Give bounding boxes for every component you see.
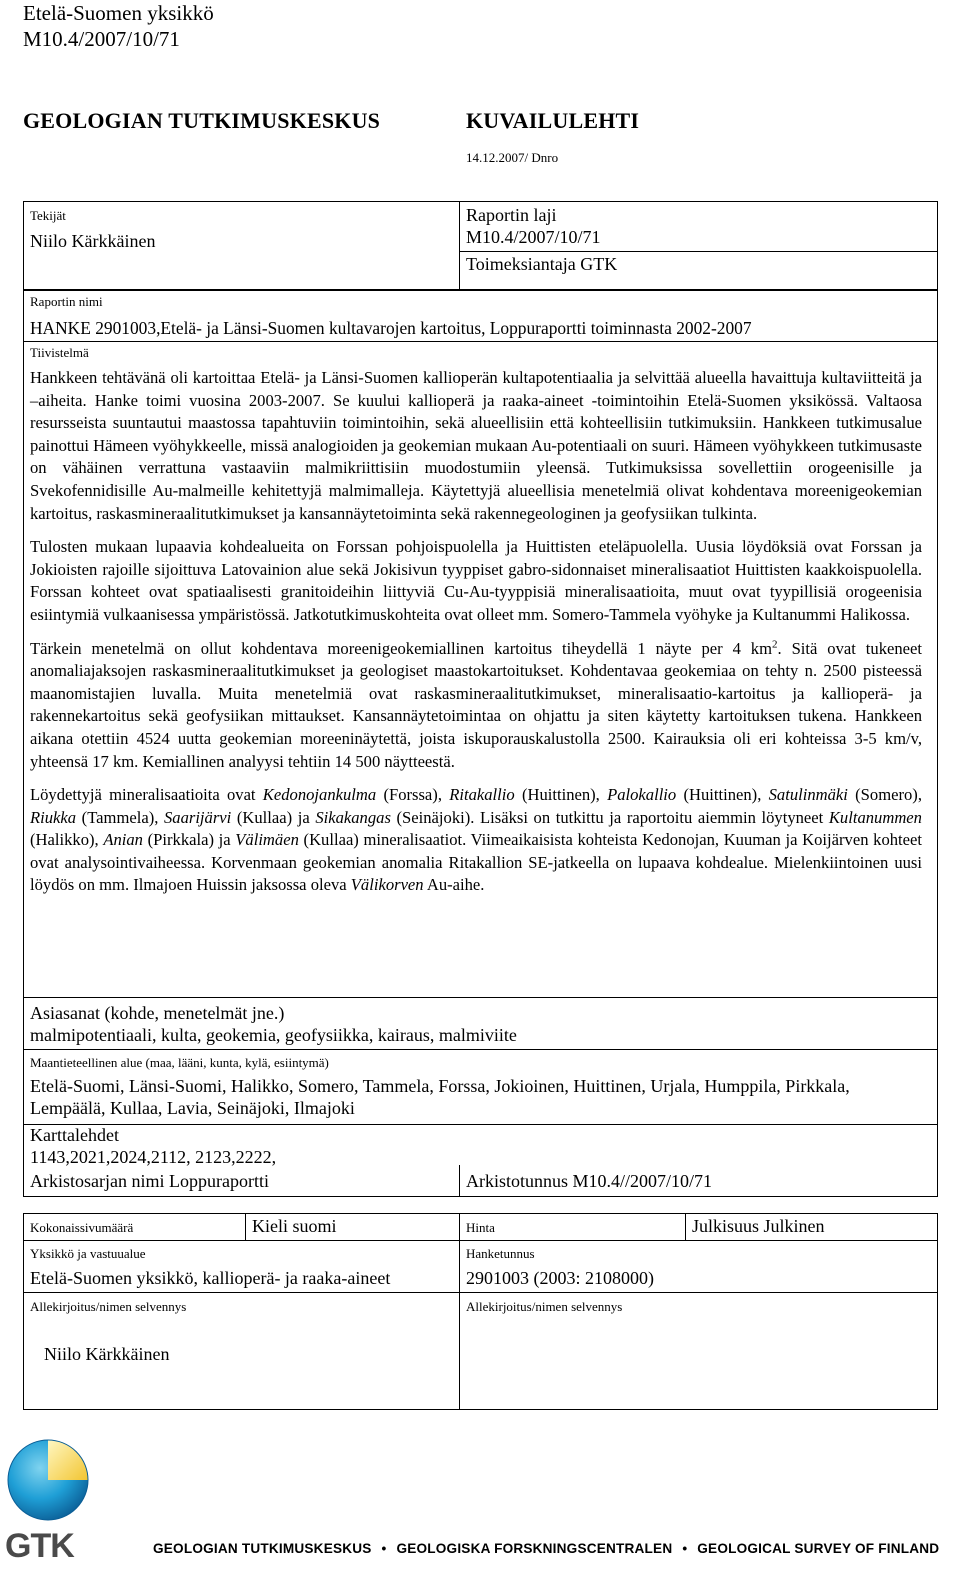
authors-label: Tekijät [30, 208, 66, 223]
page-count-label: Kokonaissivumäärä [30, 1220, 134, 1235]
language: Kieli suomi [252, 1216, 337, 1236]
divider [23, 341, 938, 342]
keywords-value: malmipotentiaali, kulta, geokemia, geofysiikka, kairaus, malmiviite [30, 1025, 517, 1045]
authors-value: Niilo Kärkkäinen [30, 231, 156, 251]
divider [459, 251, 938, 252]
abstract-paragraph-2: Tulosten mukaan lupaavia kohdealueita on Forssan pohjoispuolella ja Huittisten eteläpuolella. Uusia löydöksiä ovat Forssan ja Jokioisten rajoille sijoittuva Latovainion alue sekä Jokisivun tyyppiset gabro-sidonnaiset mineralisaatiot Huittisten kaakkoispuolella. Forssan kohteet ovat spatiaalisesti granitoideihin liittyviä Cu-Au-tyyppisiä mineralisaatioita, muut ovat tyypillisiä orogeenisia esiintymiä vulkaanisessa ympäristössä. Jatkotutkimuskohteita ovat olleet mm. Somero-Tammela vyöhyke ja Kultanummi Halikossa. [30, 537, 922, 624]
report-type-value: M10.4/2007/10/71 [466, 227, 601, 247]
signature-right-label: Allekirjoitus/nimen selvennys [466, 1299, 623, 1314]
commissioner: Toimeksiantaja GTK [466, 254, 618, 274]
report-name-value: HANKE 2901003,Etelä- ja Länsi-Suomen kultavarojen kartoitus, Loppuraportti toiminnasta 2002-2007 [30, 318, 752, 338]
divider [23, 1124, 938, 1125]
divider [459, 201, 460, 290]
divider [685, 1213, 686, 1240]
date-dnro: 14.12.2007/ Dnro [466, 150, 559, 165]
report-type-label: Raportin laji [466, 205, 557, 225]
report-name-label: Raportin nimi [30, 294, 103, 309]
abstract-paragraph-4: Löydettyjä mineralisaatioita ovat Kedonojankulma (Forssa), Ritakallio (Huittinen), Palokallio (Huittinen), Satulinmäki (Somero), Riukka (Tammela), Saarijärvi (Kullaa) ja Sikakangas (Seinäjoki). Lisäksi on tutkittu ja raportoitu aiemmin löytyneet Kultanummen (Halikko), Anian (Pirkkala) ja Välimäen (Kullaa) mineralisaatiot. Viimeaikaisista kohteista Kedonojan, Kuuman ja Koijärven kohteet ovat analysointivaiheessa. Korvenmaan geokemian anomalia Ritakallion SE-jatkeella on lupaava kohdealue. Mielenkiintoinen uusi löydös on mm. Ilmajoen Huissin jaksossa oleva Välikorven Au-aihe. [30, 785, 922, 895]
abstract-label: Tiivistelmä [30, 345, 89, 360]
signature-left-label: Allekirjoitus/nimen selvennys [30, 1299, 187, 1314]
divider [245, 1213, 246, 1240]
archive-code: Arkistotunnus M10.4//2007/10/71 [466, 1171, 713, 1191]
map-sheets-value: 1143,2021,2024,2112, 2123,2222, [30, 1147, 277, 1167]
footer-name-sv: GEOLOGISKA FORSKNINGSCENTRALEN [396, 1541, 673, 1556]
gtk-logo-text: GTK [5, 1527, 74, 1565]
responsible-unit-label: Yksikkö ja vastuualue [30, 1246, 146, 1261]
footer-organization-names [153, 1541, 939, 1556]
abstract-paragraph-1: Hankkeen tehtävänä oli kartoittaa Etelä- ja Länsi-Suomen kallioperän kultapotentiaalia ja selvittää alueella havaittuja kultaviitteitä ja –aiheita. Hanke toimi vuosina 2003-2007. Se kuului kallioperä ja raaka-aineet -toimintoihin Etelä-Suomen yksikössä. Valtaosa resursseista suuntautui maastossa tapahtuviin toimintoihin, sekä alueellisiin että kohteellisiin tutkimuksiin. Hankkeen tutkimusalue painottui Hämeen vyöhykkeelle, missä analogioiden ja geokemian mukaan Au-potentiaali on suuri. Hämeen vyöhykkeen tutkimusaste on vähäinen verrattuna vastaaviin malmikriittisiin muodostumiin yleensä. Tutkimuksissa sovellettiin orogeenisille ja Svekofennidisille Au-malmeille kehitettyjä malmimalleja. Käytettyjä alueellisia menetelmiä olivat kohdentava moreenigeokemian kartoitus, raskasmineraalitutkimukset ja kansannäytetoiminta sekä rakennegeologinen ja geofysiikan tulkinta. [30, 368, 922, 523]
abstract-paragraph-3: Tärkein menetelmä on ollut kohdentava moreenigeokemiallinen kartoitus tiheydellä 1 näyte per 4 $km^2$. Sitä ovat tukeneet anomaliajaksojen raskasmineraalitutkimukset ja geologiset maastokartoitukset. Kohdentavaa geokemiaa on tehty n. 2500 pisteessä maanomistajien luvalla. Muita menetelmiä ovat raskasmineraalitutkimukset, mineralisaatio-kartoitus ja kallioperä- ja rakennekartoitus sekä geofysiikan mittaukset. Kansannäytetoimintaa on ohjattu ja siten käytetty kartoituksen tukena. Hankkeen aikana otettiin 4524 uutta geokemian moreeninäytettä, joista iskuporauskalustolla 2500. Kairauksia oli eri kohteissa 3-5 km/v, yhteensä 17 km. Kemiallinen analyysi tehtiin 14 500 näytteestä. [30, 638, 922, 771]
signature-left-name: Niilo Kärkkäinen [44, 1344, 170, 1364]
responsible-unit-value: Etelä-Suomen yksikkö, kallioperä- ja raaka-aineet [30, 1268, 391, 1288]
divider [23, 1292, 938, 1293]
publicity: Julkisuus Julkinen [692, 1216, 825, 1236]
gtk-globe-logo [6, 1438, 90, 1522]
organization-title: GEOLOGIAN TUTKIMUSKESKUS [23, 108, 381, 133]
divider [459, 1165, 460, 1197]
report-code: M10.4/2007/10/71 [23, 27, 180, 51]
region-label: Maantieteellinen alue (maa, lääni, kunta, kylä, esiintymä) [30, 1055, 329, 1070]
divider [23, 997, 938, 998]
abstract-body [30, 367, 922, 908]
project-code-value: 2901003 (2003: 2108000) [466, 1268, 654, 1288]
divider [23, 1240, 938, 1241]
archive-series: Arkistosarjan nimi Loppuraportti [30, 1171, 269, 1191]
divider [459, 1213, 460, 1410]
keywords-label: Asiasanat (kohde, menetelmät jne.) [30, 1003, 285, 1023]
footer-bullet: • [381, 1541, 387, 1556]
project-code-label: Hanketunnus [466, 1246, 535, 1261]
footer-bullet: • [682, 1541, 688, 1556]
divider [23, 1049, 938, 1050]
region-value: Etelä-Suomi, Länsi-Suomi, Halikko, Somero, Tammela, Forssa, Jokioinen, Huittinen, Urjala, Humppila, Pirkkala, Lempäälä, Kullaa, Lavia, Seinäjoki, Ilmajoki [30, 1076, 850, 1118]
footer-name-en: GEOLOGICAL SURVEY OF FINLAND [697, 1541, 940, 1556]
document-type-title: KUVAILULEHTI [466, 108, 640, 133]
footer-name-fi: GEOLOGIAN TUTKIMUSKESKUS [153, 1541, 372, 1556]
unit-name: Etelä-Suomen yksikkö [23, 1, 214, 25]
price-label: Hinta [466, 1220, 495, 1235]
map-sheets-label: Karttalehdet [30, 1125, 119, 1145]
